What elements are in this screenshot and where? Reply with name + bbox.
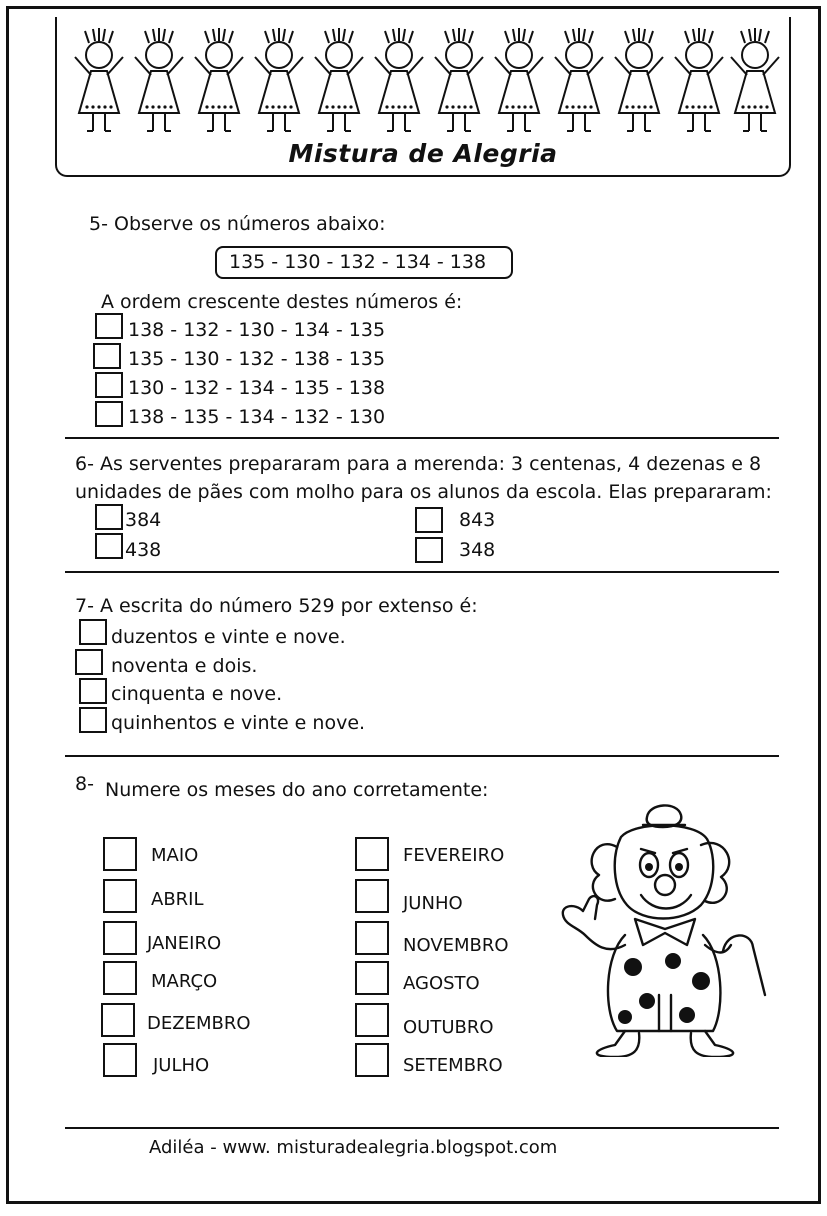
q7-option-1-checkbox[interactable] [79, 619, 107, 645]
q6-option-384-checkbox[interactable] [95, 504, 123, 530]
q6-prompt-line-1: 6- As serventes prepararam para a merenda: 3 centenas, 4 dezenas e 8 [75, 453, 762, 475]
month-label-novembro: NOVEMBRO [403, 935, 509, 956]
q5-option-2-checkbox[interactable] [93, 343, 121, 369]
q7-prompt: 7- A escrita do número 529 por extenso é: [75, 595, 478, 617]
q7-option-2-label: noventa e dois. [111, 655, 258, 677]
divider [65, 1127, 779, 1129]
brand-title: Mistura de Alegria [288, 139, 558, 168]
month-box-janeiro[interactable] [103, 921, 137, 955]
q6-prompt-line-2: unidades de pães com molho para os alunos da escola. Elas prepararam: [75, 481, 772, 503]
stick-figure-girl-icon [249, 27, 309, 147]
worksheet-page [6, 6, 821, 1204]
q6-option-843-label: 843 [459, 509, 496, 531]
q5-option-4-label: 138 - 135 - 134 - 132 - 130 [128, 406, 386, 428]
q5-option-1-label: 138 - 132 - 130 - 134 - 135 [128, 319, 386, 341]
month-label-maio: MAIO [151, 845, 199, 866]
q8-number: 8- [75, 773, 94, 795]
stick-figures-row [57, 27, 789, 147]
month-label-agosto: AGOSTO [403, 973, 480, 994]
q5-option-2-label: 135 - 130 - 132 - 138 - 135 [128, 348, 386, 370]
q7-option-2-checkbox[interactable] [75, 649, 103, 675]
stick-figure-girl-icon [489, 27, 549, 147]
month-box-setembro[interactable] [355, 1043, 389, 1077]
q7-option-4-label: quinhentos e vinte e nove. [111, 712, 366, 734]
month-box-marco[interactable] [103, 961, 137, 995]
q7-option-3-checkbox[interactable] [79, 678, 107, 704]
stick-figure-girl-icon [189, 27, 249, 147]
q5-option-3-label: 130 - 132 - 134 - 135 - 138 [128, 377, 386, 399]
q5-prompt: 5- Observe os números abaixo: [89, 213, 386, 235]
month-box-outubro[interactable] [355, 1003, 389, 1037]
q7-option-3-label: cinquenta e nove. [111, 683, 283, 705]
q6-option-384-label: 384 [125, 509, 162, 531]
footer-credit: Adiléa - www. misturadealegria.blogspot.com [149, 1137, 558, 1158]
month-box-maio[interactable] [103, 837, 137, 871]
stick-figure-girl-icon [609, 27, 669, 147]
divider [65, 755, 779, 757]
q7-option-1-label: duzentos e vinte e nove. [111, 626, 346, 648]
month-box-dezembro[interactable] [101, 1003, 135, 1037]
month-label-dezembro: DEZEMBRO [147, 1013, 251, 1034]
q6-option-438-label: 438 [125, 539, 162, 561]
month-box-julho[interactable] [103, 1043, 137, 1077]
month-box-junho[interactable] [355, 879, 389, 913]
q5-subprompt: A ordem crescente destes números é: [101, 291, 463, 313]
stick-figure-girl-icon [549, 27, 609, 147]
month-box-abril[interactable] [103, 879, 137, 913]
month-label-marco: MARÇO [151, 971, 218, 992]
month-box-agosto[interactable] [355, 961, 389, 995]
stick-figure-girl-icon [725, 27, 785, 147]
stick-figure-girl-icon [429, 27, 489, 147]
divider [65, 571, 779, 573]
header-banner [55, 17, 791, 177]
month-label-outubro: OUTUBRO [403, 1017, 494, 1038]
q5-option-1-checkbox[interactable] [95, 313, 123, 339]
q6-option-843-checkbox[interactable] [415, 507, 443, 533]
month-label-janeiro: JANEIRO [147, 933, 222, 954]
stick-figure-girl-icon [69, 27, 129, 147]
q5-number-sequence: 135 - 130 - 132 - 134 - 138 [215, 246, 513, 279]
divider [65, 437, 779, 439]
month-label-fevereiro: FEVEREIRO [403, 845, 505, 866]
clown-icon [555, 795, 773, 1057]
stick-figure-girl-icon [369, 27, 429, 147]
q6-option-348-label: 348 [459, 539, 496, 561]
month-box-novembro[interactable] [355, 921, 389, 955]
q7-option-4-checkbox[interactable] [79, 707, 107, 733]
month-label-junho: JUNHO [403, 893, 463, 914]
stick-figure-girl-icon [129, 27, 189, 147]
q8-prompt: Numere os meses do ano corretamente: [105, 779, 489, 801]
stick-figure-girl-icon [669, 27, 729, 147]
q6-option-348-checkbox[interactable] [415, 537, 443, 563]
q5-option-3-checkbox[interactable] [95, 372, 123, 398]
q5-option-4-checkbox[interactable] [95, 401, 123, 427]
month-label-julho: JULHO [153, 1055, 210, 1076]
month-label-setembro: SETEMBRO [403, 1055, 503, 1076]
month-box-fevereiro[interactable] [355, 837, 389, 871]
stick-figure-girl-icon [309, 27, 369, 147]
month-label-abril: ABRIL [151, 889, 204, 910]
q6-option-438-checkbox[interactable] [95, 533, 123, 559]
